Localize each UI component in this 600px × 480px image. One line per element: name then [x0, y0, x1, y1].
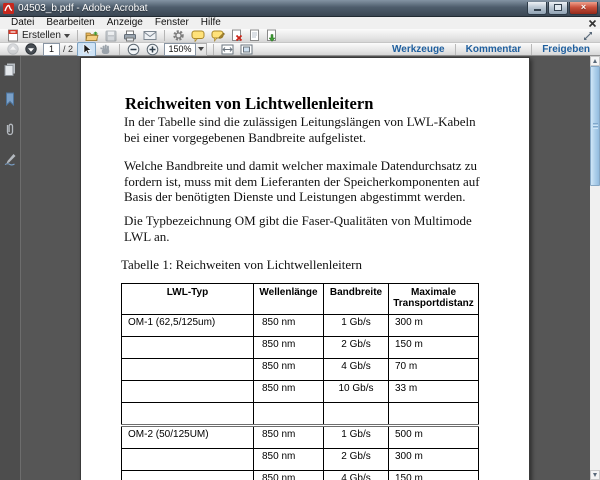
- document-heading: Reichweiten von Lichtwellenleitern: [125, 94, 374, 113]
- close-icon: ×: [580, 2, 587, 12]
- zoom-out-icon: [127, 43, 140, 56]
- restore-button[interactable]: [548, 2, 568, 15]
- col-header-bandbreite: Bandbreite: [324, 284, 389, 315]
- window-controls: [526, 2, 598, 15]
- cell-bandbreite: 1 Gb/s: [324, 426, 389, 449]
- close-document-icon[interactable]: [588, 19, 597, 28]
- pdf-page[interactable]: [80, 57, 530, 480]
- scroll-down-button[interactable]: [590, 470, 600, 480]
- werkzeuge-pane-button[interactable]: Werkzeuge: [392, 43, 445, 55]
- paragraph-1: In der Tabelle sind die zulässigen Leitungslängen von LWL-Kabeln bei einer vorgegebenen Bandbreite aufgelistet.: [124, 114, 476, 145]
- title-bar[interactable]: [0, 0, 600, 17]
- settings-button[interactable]: [169, 29, 188, 42]
- minimize-button[interactable]: [527, 2, 547, 15]
- table-row: [122, 337, 479, 359]
- printer-icon: [123, 30, 137, 42]
- zoom-in-button[interactable]: [143, 43, 162, 56]
- bookmarks-panel-icon[interactable]: [3, 92, 17, 106]
- cell-bandbreite: 2 Gb/s: [324, 449, 389, 471]
- create-pdf-button[interactable]: [4, 29, 73, 42]
- table-row: [122, 426, 479, 449]
- chevron-down-icon: [198, 47, 204, 51]
- cell-distanz: 300 m: [389, 315, 479, 337]
- restore-icon: [554, 4, 562, 11]
- col-header-transportdistanz: Maximale Transportdistanz: [389, 284, 479, 315]
- zoom-level-control[interactable]: [164, 43, 207, 56]
- expand-arrows-icon: [583, 31, 593, 41]
- toolbar-separator: [213, 44, 214, 55]
- table-separator-row: [122, 403, 479, 426]
- toolbar-separator: [119, 44, 120, 55]
- table-row: [122, 381, 479, 403]
- table-row: [122, 315, 479, 337]
- cell-bandbreite: 4 Gb/s: [324, 471, 389, 480]
- page-icon: [249, 29, 260, 42]
- create-button-label: Erstellen: [22, 30, 61, 41]
- navigation-toolbar: [0, 43, 600, 56]
- cell-distanz: 150 m: [389, 471, 479, 480]
- signatures-panel-icon[interactable]: [3, 152, 17, 166]
- fit-width-icon: [221, 44, 234, 55]
- folder-open-icon: [85, 30, 99, 42]
- hand-tool-icon: [99, 43, 112, 55]
- customize-toolbar-button[interactable]: [580, 29, 596, 42]
- cell-bandbreite: 10 Gb/s: [324, 381, 389, 403]
- main-toolbar: [0, 29, 600, 43]
- menu-anzeige[interactable]: Anzeige: [106, 17, 143, 28]
- cell-distanz: 33 m: [389, 381, 479, 403]
- attachments-panel-icon[interactable]: [3, 122, 17, 136]
- menu-bar: [0, 17, 600, 29]
- cell-wellenlaenge: 850 nm: [254, 315, 324, 337]
- table-row: [122, 359, 479, 381]
- page-count-label: / 2: [63, 44, 74, 54]
- zoom-dropdown-button[interactable]: [196, 43, 207, 56]
- paragraph-2: Welche Bandbreite und damit welcher maximale Datendurchsatz zu fordern ist, muss mit dem Lieferanten der Speicherkomponenten auf Basis der benötigten Dienste und Leistungen abgestimmt werden.: [124, 158, 480, 204]
- cell-empty: [122, 403, 254, 426]
- table-row: [122, 449, 479, 471]
- fit-width-button[interactable]: [218, 43, 237, 56]
- delete-page-button[interactable]: [228, 29, 246, 42]
- print-button[interactable]: [120, 29, 140, 42]
- page-down-icon: [25, 43, 37, 55]
- paragraph-3: Die Typbezeichnung OM gibt die Faser-Qualitäten von Multimode LWL an.: [124, 213, 472, 244]
- table-header-row: [122, 284, 479, 315]
- page-number-input[interactable]: 1: [43, 43, 60, 56]
- floppy-save-icon: [105, 30, 117, 42]
- toolbar-separator: [164, 30, 165, 41]
- cell-lwl-typ: [122, 359, 254, 381]
- scrollbar-grip: [593, 123, 598, 129]
- create-pdf-icon: [7, 29, 19, 42]
- scroll-up-button[interactable]: [590, 56, 600, 66]
- pages-panel-icon[interactable]: [3, 62, 17, 76]
- toolbar-separator: [77, 30, 78, 41]
- page-red-x-icon: [231, 29, 243, 42]
- close-button[interactable]: [569, 2, 598, 15]
- cell-empty: [254, 403, 324, 426]
- cell-wellenlaenge: 850 nm: [254, 337, 324, 359]
- extract-page-button[interactable]: [246, 29, 263, 42]
- lwl-reach-table: [121, 283, 479, 480]
- open-file-button[interactable]: [82, 29, 102, 42]
- cell-wellenlaenge: 850 nm: [254, 471, 324, 480]
- cell-empty: [389, 403, 479, 426]
- save-file-button[interactable]: [102, 29, 120, 42]
- zoom-in-icon: [146, 43, 159, 56]
- fit-page-icon: [240, 44, 253, 55]
- cell-distanz: 70 m: [389, 359, 479, 381]
- previous-page-button[interactable]: [4, 43, 22, 56]
- menu-datei[interactable]: Datei: [11, 17, 35, 28]
- email-button[interactable]: [140, 29, 160, 42]
- next-page-button[interactable]: [22, 43, 40, 56]
- page-green-arrow-icon: [266, 29, 278, 42]
- cell-wellenlaenge: 850 nm: [254, 426, 324, 449]
- table-row-clipped: [122, 471, 479, 480]
- arrow-down-icon: [593, 473, 597, 477]
- page-up-icon: [7, 43, 19, 55]
- cell-wellenlaenge: 850 nm: [254, 449, 324, 471]
- cell-lwl-typ: [122, 449, 254, 471]
- gear-icon: [172, 29, 185, 42]
- scrollbar-thumb[interactable]: [590, 66, 600, 186]
- cell-bandbreite: 2 Gb/s: [324, 337, 389, 359]
- freigeben-pane-button[interactable]: Freigeben: [542, 43, 590, 55]
- cell-wellenlaenge: 850 nm: [254, 381, 324, 403]
- cell-distanz: 300 m: [389, 449, 479, 471]
- window-title: 04503_b.pdf - Adobe Acrobat: [18, 2, 148, 14]
- task-panes: [382, 43, 600, 56]
- vertical-scrollbar[interactable]: [590, 56, 600, 480]
- table-caption: Tabelle 1: Reichweiten von Lichtwellenleitern: [121, 257, 362, 272]
- chevron-down-icon: [64, 34, 70, 38]
- menu-bearbeiten[interactable]: Bearbeiten: [46, 17, 95, 28]
- document-area: [0, 56, 600, 480]
- cell-lwl-typ: [122, 381, 254, 403]
- kommentar-pane-button[interactable]: Kommentar: [465, 43, 522, 55]
- navigation-panel-sidebar: [0, 56, 21, 480]
- zoom-out-button[interactable]: [124, 43, 143, 56]
- export-page-button[interactable]: [263, 29, 281, 42]
- cell-wellenlaenge: 850 nm: [254, 359, 324, 381]
- cell-lwl-typ: OM-1 (62,5/125um): [122, 315, 254, 337]
- comment-button[interactable]: [188, 29, 208, 42]
- cell-lwl-typ: [122, 337, 254, 359]
- menu-fenster[interactable]: Fenster: [154, 17, 189, 28]
- select-tool-button[interactable]: [77, 42, 96, 57]
- cell-lwl-typ: OM-2 (50/125UM): [122, 426, 254, 449]
- cell-empty: [324, 403, 389, 426]
- envelope-icon: [143, 30, 157, 41]
- menu-hilfe[interactable]: Hilfe: [200, 17, 221, 28]
- speech-bubble-icon: [191, 30, 205, 42]
- fit-page-button[interactable]: [237, 43, 256, 56]
- select-tool-icon: [81, 43, 92, 55]
- cell-bandbreite: 1 Gb/s: [324, 315, 389, 337]
- minimize-icon: [534, 9, 541, 11]
- arrow-up-icon: [593, 59, 597, 63]
- speech-bubble-pencil-icon: [211, 30, 225, 42]
- col-header-wellenlaenge: Wellenlänge: [254, 284, 324, 315]
- cell-distanz: 500 m: [389, 426, 479, 449]
- cell-distanz: 150 m: [389, 337, 479, 359]
- cell-lwl-typ: [122, 471, 254, 480]
- col-header-lwl-typ: LWL-Typ: [122, 284, 254, 315]
- hand-tool-button[interactable]: [96, 43, 115, 56]
- acrobat-app-icon: [3, 3, 14, 14]
- cell-bandbreite: 4 Gb/s: [324, 359, 389, 381]
- comment-edit-button[interactable]: [208, 29, 228, 42]
- zoom-level-value[interactable]: 150%: [164, 43, 196, 56]
